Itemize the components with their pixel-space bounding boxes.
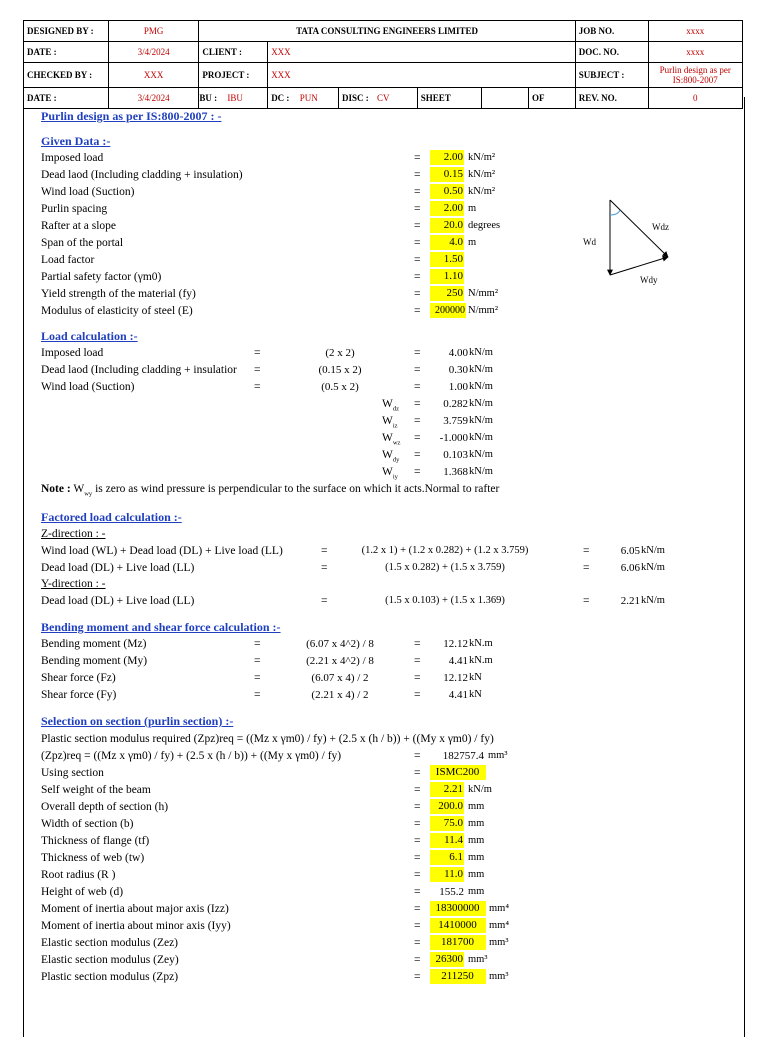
job-no-label: JOB NO. <box>575 21 648 42</box>
bending-expression: (2.21 x 4^2) / 8 <box>306 655 374 667</box>
component-symbol-subscript: dy <box>392 456 400 464</box>
equals-sign: = <box>414 954 421 966</box>
date-label: DATE : <box>24 42 109 63</box>
bending-value: 12.12 <box>443 672 468 684</box>
designed-by-value: PMG <box>108 21 198 42</box>
given-unit: N/mm² <box>468 288 498 299</box>
component-symbol-subscript: dz <box>392 405 399 413</box>
section-label: Height of web (d) <box>41 886 124 898</box>
bu-label: BU : <box>199 93 218 103</box>
zreq-eq: = <box>414 750 421 762</box>
equals-sign: = <box>254 672 261 684</box>
component-value: 1.368 <box>443 466 468 478</box>
equals-sign: = <box>414 801 421 813</box>
section-value: 11.4 <box>430 833 464 848</box>
equals-sign: = <box>414 432 421 444</box>
bending-label: Bending moment (My) <box>41 655 148 667</box>
load-expression: (2 x 2) <box>325 347 355 359</box>
bending-label: Shear force (Fz) <box>41 672 116 684</box>
factored-unit: kN/m <box>641 595 665 606</box>
section-value: 26300 <box>430 952 464 967</box>
project-label: PROJECT : <box>199 63 268 88</box>
equals-sign: = <box>414 903 421 915</box>
given-label: Yield strength of the material (fy) <box>41 288 196 300</box>
section-unit: mm <box>468 801 485 812</box>
section-unit: mm³ <box>468 954 488 965</box>
designed-by-label: DESIGNED BY : <box>24 21 109 42</box>
equals-sign: = <box>414 818 421 830</box>
given-unit: m <box>468 203 477 214</box>
section-label: Overall depth of section (h) <box>41 801 169 813</box>
component-symbol-subscript: iy <box>392 473 398 481</box>
load-unit: kN/m <box>469 381 493 392</box>
component-symbol-subscript: wz <box>392 439 401 447</box>
svg-text:Wdz <box>652 222 669 232</box>
zreq-formula-1: Plastic section modulus required (Zpz)req = ((Mz x γm0) / fy) + (2.5 x (h / b)) + ((My x γm0) / fy) <box>41 733 494 745</box>
load-value: 4.00 <box>448 347 468 359</box>
component-symbol-letter: W <box>382 466 393 478</box>
equals-sign: = <box>321 595 328 607</box>
equals-sign: = <box>254 381 261 393</box>
equals-sign: = <box>414 937 421 949</box>
equals-sign: = <box>254 347 261 359</box>
wdy-arrow <box>610 257 668 275</box>
section-value: 155.2 <box>439 886 464 898</box>
given-unit: kN/m² <box>468 169 496 180</box>
given-value: 1.10 <box>430 269 464 284</box>
component-unit: kN/m <box>469 415 493 426</box>
section-unit: mm <box>468 835 485 846</box>
given-label: Partial safety factor (γm0) <box>41 271 162 283</box>
note-subscript: wy <box>84 490 93 498</box>
equals-sign: = <box>414 886 421 898</box>
slope-angle-arc <box>610 210 620 215</box>
factored-expression: (1.5 x 0.103) + (1.5 x 1.369) <box>385 595 505 606</box>
section-unit: mm <box>468 818 485 829</box>
section-unit: mm <box>468 886 485 897</box>
given-value: 4.0 <box>430 235 464 250</box>
section-unit: mm <box>468 869 485 880</box>
equals-sign: = <box>254 689 261 701</box>
factored-label: Wind load (WL) + Dead load (DL) + Live load (LL) <box>41 545 283 557</box>
disc-value: CV <box>377 93 390 103</box>
subject-value: Purlin design as per IS:800-2007 <box>648 63 742 88</box>
given-label: Span of the portal <box>41 237 124 249</box>
load-label: Imposed load <box>41 347 104 359</box>
load-label: Dead laod (Including cladding + insulatior <box>41 364 237 376</box>
wdy-label: Wdy <box>640 275 658 285</box>
bending-heading: Bending moment and shear force calculation :- <box>41 620 281 634</box>
given-value: 0.50 <box>430 184 464 199</box>
section-label: Elastic section modulus (Zey) <box>41 954 179 966</box>
equals-sign: = <box>414 869 421 881</box>
equals-sign: = <box>321 545 328 557</box>
z-direction-label: Z-direction : - <box>41 528 106 540</box>
component-value: 0.103 <box>443 449 468 461</box>
wd-label: Wd <box>583 237 596 247</box>
note <box>41 481 499 502</box>
equals-sign: = <box>414 237 421 249</box>
bending-unit: kN <box>469 672 482 683</box>
factored-unit: kN/m <box>641 562 665 573</box>
equals-sign: = <box>414 638 421 650</box>
component-unit: kN/m <box>469 432 493 443</box>
equals-sign: = <box>414 767 421 779</box>
bending-unit: kN.m <box>469 655 493 666</box>
factored-expression: (1.5 x 0.282) + (1.5 x 3.759) <box>385 562 505 573</box>
given-unit: degrees <box>468 220 501 231</box>
section-label: Moment of inertia about minor axis (Iyy) <box>41 920 231 932</box>
given-unit: m <box>468 237 477 248</box>
component-symbol-subscript: iz <box>392 422 398 430</box>
given-data-heading: Given Data :- <box>41 134 111 148</box>
section-label: Using section <box>41 767 104 779</box>
load-diagram <box>580 195 680 290</box>
equals-sign: = <box>414 466 421 478</box>
component-value: 3.759 <box>443 415 468 427</box>
given-value: 200000 <box>430 303 466 318</box>
equals-sign: = <box>414 672 421 684</box>
component-unit: kN/m <box>469 398 493 409</box>
svg-text:Wdy <box>640 275 658 285</box>
dc-label: DC : <box>271 93 290 103</box>
equals-sign: = <box>414 203 421 215</box>
section-heading: Selection on section (purlin section) :- <box>41 714 234 728</box>
equals-sign: = <box>414 689 421 701</box>
sheet-label: SHEET <box>417 88 482 109</box>
given-label: Modulus of elasticity of steel (E) <box>41 305 193 317</box>
given-value: 1.50 <box>430 252 464 267</box>
bending-expression: (2.21 x 4) / 2 <box>311 689 369 701</box>
factored-label: Dead load (DL) + Live load (LL) <box>41 562 195 574</box>
date-value: 3/4/2024 <box>108 42 198 63</box>
equals-sign: = <box>414 152 421 164</box>
bending-label: Bending moment (Mz) <box>41 638 147 650</box>
load-unit: kN/m <box>469 347 493 358</box>
given-unit: N/mm² <box>468 305 498 316</box>
note-label: Note : <box>41 483 71 495</box>
zreq-formula-2: (Zpz)req = ((Mz x γm0) / fy) + (2.5 x (h / b)) + ((My x γm0) / fy) <box>41 750 342 762</box>
section-unit: mm⁴ <box>489 903 509 914</box>
section-label: Width of section (b) <box>41 818 134 830</box>
load-expression: (0.15 x 2) <box>318 364 362 376</box>
equals-sign: = <box>414 169 421 181</box>
equals-sign: = <box>414 381 421 393</box>
given-label: Imposed load <box>41 152 104 164</box>
bending-unit: kN <box>469 689 482 700</box>
equals-sign: = <box>254 655 261 667</box>
svg-text:Wd <box>583 237 596 247</box>
factored-value: 6.06 <box>620 562 640 574</box>
equals-sign: = <box>321 562 328 574</box>
factored-expression: (1.2 x 1) + (1.2 x 0.282) + (1.2 x 3.759) <box>361 545 529 556</box>
section-value: 200.0 <box>430 799 464 814</box>
of-label: OF <box>529 88 576 109</box>
rev-no-label: REV. NO. <box>575 88 648 109</box>
load-expression: (0.5 x 2) <box>321 381 359 393</box>
equals-sign: = <box>414 254 421 266</box>
given-unit: kN/m² <box>468 186 496 197</box>
equals-sign: = <box>414 271 421 283</box>
equals-sign: = <box>414 288 421 300</box>
equals-sign: = <box>414 835 421 847</box>
component-symbol-letter: W <box>382 415 393 427</box>
bending-value: 12.12 <box>443 638 468 650</box>
zreq-value: 182757.4 <box>442 750 484 762</box>
project-value: XXX <box>268 63 576 88</box>
given-label: Load factor <box>41 254 95 266</box>
component-symbol-letter: W <box>382 449 393 461</box>
equals-sign: = <box>414 398 421 410</box>
section-value: 6.1 <box>430 850 464 865</box>
job-no-value: xxxx <box>648 21 742 42</box>
component-value: -1.000 <box>439 432 468 444</box>
given-label: Wind load (Suction) <box>41 186 135 198</box>
component-unit: kN/m <box>469 466 493 477</box>
note-symbol: W <box>73 483 85 495</box>
section-label: Plastic section modulus (Zpz) <box>41 971 179 983</box>
section-unit: mm <box>468 852 485 863</box>
dc-value: PUN <box>299 93 318 103</box>
section-label: Elastic section modulus (Zez) <box>41 937 179 949</box>
load-value: 0.30 <box>448 364 468 376</box>
equals-sign: = <box>414 784 421 796</box>
given-label: Dead laod (Including cladding + insulation) <box>41 169 243 181</box>
equals-sign: = <box>583 545 590 557</box>
equals-sign: = <box>414 920 421 932</box>
rev-no-value: 0 <box>648 88 742 109</box>
given-label: Purlin spacing <box>41 203 108 215</box>
page-title: Purlin design as per IS:800-2007 : - <box>41 109 222 123</box>
factored-value: 2.21 <box>620 595 640 607</box>
given-value: 20.0 <box>430 218 464 233</box>
note-text: is zero as wind pressure is perpendicular to the surface on which it acts.Normal to rafter <box>92 483 500 495</box>
section-value: 211250 <box>430 969 486 984</box>
company-name: TATA CONSULTING ENGINEERS LIMITED <box>199 21 575 42</box>
y-direction-label: Y-direction : - <box>41 578 106 590</box>
equals-sign: = <box>414 852 421 864</box>
date-value-2: 3/4/2024 <box>108 88 198 109</box>
section-value: ISMC200 <box>430 765 486 780</box>
client-value: XXX <box>268 42 576 63</box>
given-value: 250 <box>430 286 464 301</box>
equals-sign: = <box>414 220 421 232</box>
section-unit: kN/m <box>468 784 492 795</box>
section-value: 11.0 <box>430 867 464 882</box>
section-unit: mm⁴ <box>489 920 509 931</box>
equals-sign: = <box>414 347 421 359</box>
factored-value: 6.05 <box>620 545 640 557</box>
subject-label: SUBJECT : <box>575 63 648 88</box>
equals-sign: = <box>254 638 261 650</box>
bending-label: Shear force (Fy) <box>41 689 117 701</box>
client-label: CLIENT : <box>199 42 268 63</box>
checked-by-value: XXX <box>108 63 198 88</box>
bending-unit: kN.m <box>469 638 493 649</box>
section-value: 1410000 <box>430 918 486 933</box>
component-value: 0.282 <box>443 398 468 410</box>
title-block <box>23 20 743 109</box>
given-value: 2.00 <box>430 201 464 216</box>
equals-sign: = <box>414 364 421 376</box>
given-label: Rafter at a slope <box>41 220 117 232</box>
given-unit: kN/m² <box>468 152 496 163</box>
disc-label: DISC : <box>342 93 369 103</box>
bending-expression: (6.07 x 4^2) / 8 <box>306 638 374 650</box>
section-value: 2.21 <box>430 782 464 797</box>
equals-sign: = <box>414 186 421 198</box>
equals-sign: = <box>414 449 421 461</box>
section-label: Moment of inertia about major axis (Izz) <box>41 903 229 915</box>
equals-sign: = <box>254 364 261 376</box>
section-value: 75.0 <box>430 816 464 831</box>
equals-sign: = <box>414 305 421 317</box>
component-symbol-letter: W <box>382 432 393 444</box>
bending-expression: (6.07 x 4) / 2 <box>311 672 369 684</box>
section-unit: mm³ <box>489 937 509 948</box>
section-value: 18300000 <box>430 901 486 916</box>
checked-by-label: CHECKED BY : <box>24 63 109 88</box>
given-value: 0.15 <box>430 167 464 182</box>
bending-value: 4.41 <box>448 655 468 667</box>
section-label: Root radius (R ) <box>41 869 116 881</box>
zreq-unit: mm³ <box>488 750 508 761</box>
bu-value: IBU <box>227 93 243 103</box>
section-label: Thickness of flange (tf) <box>41 835 150 847</box>
load-label: Wind load (Suction) <box>41 381 135 393</box>
factored-label: Dead load (DL) + Live load (LL) <box>41 595 195 607</box>
doc-no-value: xxxx <box>648 42 742 63</box>
given-value: 2.00 <box>430 150 464 165</box>
section-value: 181700 <box>430 935 486 950</box>
equals-sign: = <box>414 971 421 983</box>
component-unit: kN/m <box>469 449 493 460</box>
component-symbol-letter: W <box>382 398 393 410</box>
date-label-2: DATE : <box>24 88 109 109</box>
load-calc-heading: Load calculation :- <box>41 329 138 343</box>
equals-sign: = <box>414 655 421 667</box>
section-unit: mm³ <box>489 971 509 982</box>
load-value: 1.00 <box>448 381 468 393</box>
equals-sign: = <box>414 415 421 427</box>
factored-unit: kN/m <box>641 545 665 556</box>
doc-no-label: DOC. NO. <box>575 42 648 63</box>
equals-sign: = <box>583 595 590 607</box>
section-label: Self weight of the beam <box>41 784 151 796</box>
equals-sign: = <box>583 562 590 574</box>
section-label: Thickness of web (tw) <box>41 852 145 864</box>
factored-load-heading: Factored load calculation :- <box>41 510 182 524</box>
bending-value: 4.41 <box>448 689 468 701</box>
load-unit: kN/m <box>469 364 493 375</box>
wdz-label: Wdz <box>652 222 669 232</box>
